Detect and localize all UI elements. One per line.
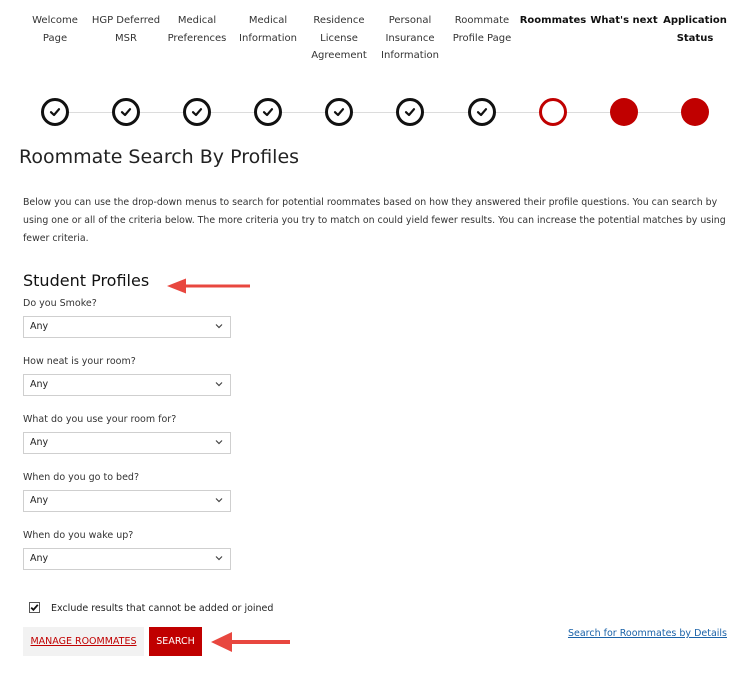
bedtime-select-value: Any: [30, 495, 49, 506]
wake-time-select-value: Any: [30, 553, 49, 564]
step-label-medical-preferences[interactable]: Medical Preferences: [167, 15, 227, 44]
progress-steps: [0, 0, 750, 140]
check-icon: [191, 106, 203, 118]
step-label-whats-next[interactable]: What's next: [590, 15, 658, 26]
neatness-select[interactable]: [23, 374, 231, 396]
check-icon: [49, 106, 61, 118]
step-complete-icon[interactable]: [183, 98, 211, 126]
page-title: Roommate Search By Profiles: [19, 146, 300, 168]
step-current-indicator[interactable]: [539, 98, 567, 126]
manage-roommates-button[interactable]: MANAGE ROOMMATES: [23, 627, 144, 656]
room-use-select-value: Any: [30, 437, 49, 448]
step-label-roommate-profile[interactable]: Roommate Profile Page: [452, 15, 512, 44]
step-label-roommates[interactable]: Roommates: [519, 15, 587, 26]
progress-track: [55, 112, 695, 113]
bedtime-label: When do you go to bed?: [23, 472, 140, 483]
step-complete-icon[interactable]: [254, 98, 282, 126]
step-label-residence-license[interactable]: Residence License Agreement: [311, 15, 367, 61]
neatness-select-value: Any: [30, 379, 49, 390]
student-profiles-heading: Student Profiles: [23, 271, 150, 290]
exclude-checkbox[interactable]: [29, 602, 40, 613]
step-label-application-status[interactable]: Application Status: [663, 15, 727, 44]
search-button[interactable]: SEARCH: [149, 627, 202, 656]
arrow-left-icon: [210, 630, 292, 654]
search-by-details-link[interactable]: Search for Roommates by Details: [567, 628, 727, 639]
check-icon: [333, 106, 345, 118]
step-label-personal-insurance[interactable]: Personal Insurance Information: [381, 15, 439, 61]
check-icon: [476, 106, 488, 118]
smoke-select[interactable]: [23, 316, 231, 338]
chevron-down-icon: [215, 380, 223, 388]
step-complete-icon[interactable]: [468, 98, 496, 126]
step-complete-icon[interactable]: [41, 98, 69, 126]
check-icon: [120, 106, 132, 118]
arrow-left-icon: [166, 277, 252, 295]
step-label-medical-information[interactable]: Medical Information: [239, 15, 297, 44]
step-complete-icon[interactable]: [396, 98, 424, 126]
step-complete-icon[interactable]: [325, 98, 353, 126]
bedtime-select[interactable]: [23, 490, 231, 512]
exclude-checkbox-label[interactable]: Exclude results that cannot be added or joined: [51, 603, 274, 614]
intro-text: Below you can use the drop-down menus to search for potential roommates based on how they answered their profile questions. You can search by using one or all of the criteria below. The more criteria you try to match on could yield fewer results. You can increase the potential matches by using fewer criteria.: [23, 197, 726, 244]
room-use-select[interactable]: [23, 432, 231, 454]
chevron-down-icon: [215, 322, 223, 330]
check-icon: [404, 106, 416, 118]
step-complete-icon[interactable]: [112, 98, 140, 126]
chevron-down-icon: [215, 438, 223, 446]
wake-time-label: When do you wake up?: [23, 530, 134, 541]
check-icon: [262, 106, 274, 118]
smoke-select-value: Any: [30, 321, 49, 332]
step-pending-indicator[interactable]: [610, 98, 638, 126]
chevron-down-icon: [215, 554, 223, 562]
neatness-label: How neat is your room?: [23, 356, 136, 367]
wake-time-select[interactable]: [23, 548, 231, 570]
smoke-label: Do you Smoke?: [23, 298, 97, 309]
step-label-hgp-deferred-msr[interactable]: HGP Deferred MSR: [91, 15, 161, 44]
step-label-welcome[interactable]: Welcome Page: [32, 15, 78, 44]
room-use-label: What do you use your room for?: [23, 414, 177, 425]
chevron-down-icon: [215, 496, 223, 504]
step-pending-indicator[interactable]: [681, 98, 709, 126]
